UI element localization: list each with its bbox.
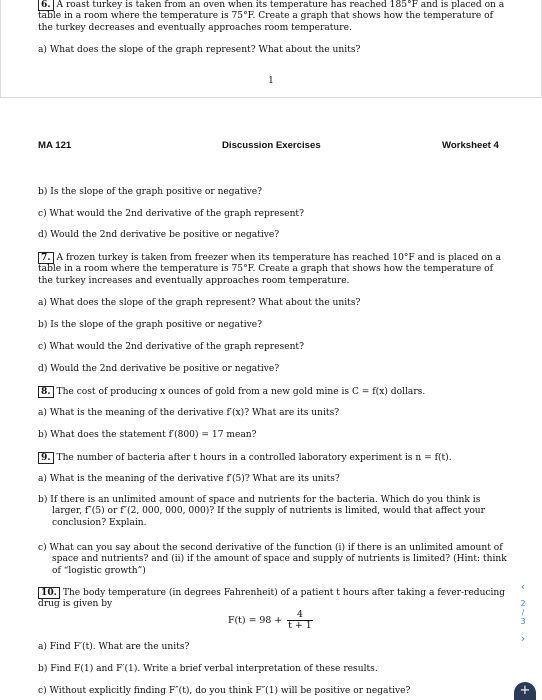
problem-6-part-d: d) Would the 2nd derivative be positive or negative? <box>38 230 280 240</box>
page-1 <box>0 0 542 98</box>
problem-7-part-b: b) Is the slope of the graph positive or negative? <box>38 320 263 330</box>
problem-9-part-c: c) What can you say about the second derivative of the function (i) if there is an unlimited amount of space and nutrients? and (ii) if the amount of space and supply of nutrients is limited? (Hint: think of “logistic growth”) <box>38 543 507 576</box>
formula-denominator: t + 1 <box>288 620 312 631</box>
problem-7-part-a: a) What does the slope of the graph represent? What about the units? <box>38 298 361 308</box>
formula-lhs: F(t) = 98 + <box>228 615 283 626</box>
problem-7-statement <box>38 252 508 287</box>
worksheet-title: Discussion Exercises <box>222 140 321 151</box>
current-page: 2 <box>520 599 526 608</box>
problem-8-statement <box>38 386 425 398</box>
course-label: MA 121 <box>38 140 72 151</box>
problem-6-statement <box>38 0 508 34</box>
problem-6-part-b: b) Is the slope of the graph positive or negative? <box>38 187 263 197</box>
next-page-icon[interactable]: › <box>520 632 526 645</box>
problem-9-part-b: b) If there is an unlimited amount of space and nutrients for the bacteria. Which do you think is larger, f″(5) or f″(2, 000, 000, 000)? If the supply of nutrients is limited, would that affect your conclusion? Explain. <box>38 495 486 528</box>
problem-text: A roast turkey is taken from an oven when its temperature has reached 185°F and is placed on a table in a room where the temperature is 75°F. Create a graph that shows how the temperature of the turkey decreases and eventually approaches room temperature. <box>38 0 505 33</box>
problem-text: The number of bacteria after t hours in a controlled laboratory experiment is n = f(t). <box>56 453 452 463</box>
problem-8-part-a: a) What is the meaning of the derivative f′(x)? What are its units? <box>38 408 340 418</box>
previous-page-icon[interactable]: ‹ <box>520 580 526 593</box>
page-indicator <box>520 599 525 626</box>
total-pages: 3 <box>520 617 526 626</box>
page-navigator <box>508 580 538 658</box>
problem-number: 10. <box>38 587 60 599</box>
problem-10-part-b: b) Find F(1) and F′(1). Write a brief verbal interpretation of these results. <box>38 664 378 674</box>
formula-F <box>228 610 313 631</box>
page-separator: / <box>521 608 525 617</box>
zoom-in-button[interactable]: + <box>514 682 536 700</box>
problem-10-statement <box>38 587 508 611</box>
problem-6-part-c: c) What would the 2nd derivative of the graph represent? <box>38 209 304 219</box>
problem-number: 6. <box>38 0 54 11</box>
page-gap <box>0 98 542 112</box>
problem-text: The body temperature (in degrees Fahrenheit) of a patient t hours after taking a fever-reducing drug is given by <box>38 588 506 610</box>
problem-9-part-a: a) What is the meaning of the derivative f′(5)? What are its units? <box>38 474 340 484</box>
problem-7-part-d: d) Would the 2nd derivative be positive or negative? <box>38 364 280 374</box>
problem-text: A frozen turkey is taken from freezer when its temperature has reached 10°F and is placed on a table in a room where the temperature is 75°F. Create a graph that shows how the temperature of the turkey increases and eventually approaches room temperature. <box>38 253 502 286</box>
worksheet-number: Worksheet 4 <box>442 140 499 151</box>
formula-numerator: 4 <box>296 609 303 620</box>
problem-9-statement <box>38 452 452 464</box>
problem-8-part-b: b) What does the statement f′(800) = 17 mean? <box>38 430 257 440</box>
formula-fraction <box>287 610 313 631</box>
page-number: 1 <box>268 76 274 86</box>
problem-text: The cost of producing x ounces of gold from a new gold mine is C = f(x) dollars. <box>56 387 426 397</box>
problem-10-part-c: c) Without explicitly finding F″(t), do you think F″(1) will be positive or negative? <box>38 686 411 696</box>
problem-10-part-a: a) Find F′(t). What are the units? <box>38 642 190 652</box>
problem-number: 9. <box>38 452 54 464</box>
problem-number: 7. <box>38 252 54 264</box>
problem-6-part-a: a) What does the slope of the graph represent? What about the units? <box>38 45 361 55</box>
problem-number: 8. <box>38 386 54 398</box>
problem-7-part-c: c) What would the 2nd derivative of the graph represent? <box>38 342 304 352</box>
